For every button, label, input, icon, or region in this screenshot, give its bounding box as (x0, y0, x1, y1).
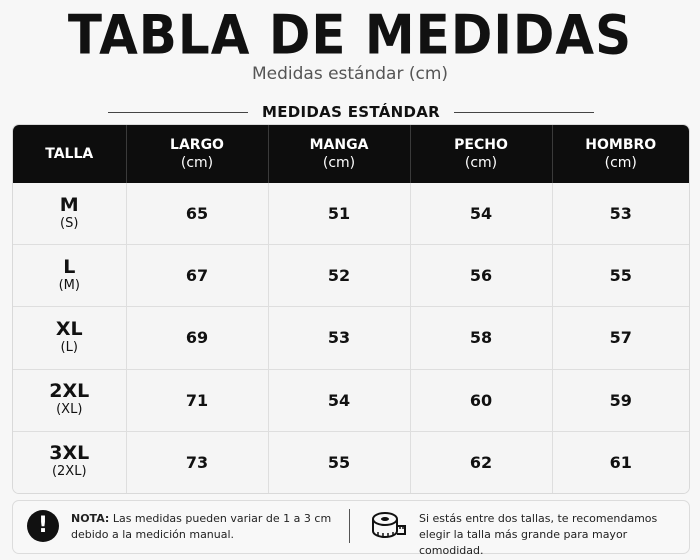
size-equivalent: (XL) (56, 402, 83, 418)
note-label: NOTA: (71, 512, 110, 525)
pecho-cell: 60 (410, 369, 552, 431)
column-unit: (cm) (180, 155, 214, 171)
largo-cell: 69 (126, 307, 268, 369)
pecho-cell: 54 (410, 183, 552, 245)
size-cell (13, 183, 126, 245)
size-cell (13, 245, 126, 307)
largo-cell: 73 (126, 431, 268, 493)
column-label: TALLA (45, 146, 94, 162)
size-table (12, 124, 690, 494)
size-cell (13, 307, 126, 369)
size-label: L (63, 255, 76, 278)
footer-divider (349, 509, 350, 543)
table-header-row (13, 125, 689, 183)
column-label: PECHO (454, 137, 508, 153)
largo-cell: 71 (126, 369, 268, 431)
size-label: 2XL (49, 380, 90, 403)
page-title: TABLA DE MEDIDAS (67, 4, 633, 67)
measuring-tape-icon (370, 510, 406, 542)
size-equivalent: (L) (60, 339, 78, 355)
column-header-pecho (410, 125, 552, 183)
pecho-cell: 62 (410, 431, 552, 493)
column-header-hombro (552, 125, 689, 183)
column-unit: (cm) (322, 155, 356, 171)
manga-cell: 54 (268, 369, 410, 431)
table-row (13, 431, 689, 493)
column-label: LARGO (170, 137, 224, 153)
manga-cell: 53 (268, 307, 410, 369)
size-equivalent: (2XL) (51, 464, 87, 480)
section-line-right (454, 112, 594, 113)
pecho-cell: 58 (410, 307, 552, 369)
hombro-cell: 59 (552, 369, 689, 431)
page-subtitle: Medidas estándar (cm) (251, 64, 449, 84)
note-text (71, 511, 341, 543)
largo-cell: 65 (126, 183, 268, 245)
largo-cell: 67 (126, 245, 268, 307)
table-row (13, 245, 689, 307)
hombro-cell: 53 (552, 183, 689, 245)
footer-notes (12, 500, 690, 557)
table-row (13, 183, 689, 245)
size-equivalent: (S) (60, 215, 79, 231)
column-header-talla (13, 125, 126, 183)
pecho-cell: 56 (410, 245, 552, 307)
column-label: HOMBRO (585, 137, 657, 153)
section-header (108, 102, 594, 122)
column-label: MANGA (309, 137, 369, 153)
size-label: 3XL (49, 442, 90, 465)
tip-text: Si estás entre dos tallas, te recomendamos elegir la talla más grande para mayor comodidad. (419, 512, 658, 557)
exclamation-icon: ! (27, 510, 59, 542)
size-cell (13, 369, 126, 431)
manga-cell: 55 (268, 431, 410, 493)
hombro-cell: 57 (552, 307, 689, 369)
table-row (13, 307, 689, 369)
size-equivalent: (M) (58, 277, 80, 293)
column-header-manga (268, 125, 410, 183)
table-row (13, 369, 689, 431)
note-body: Las medidas pueden variar de 1 a 3 cm debido a la medición manual. (71, 512, 332, 541)
column-unit: (cm) (604, 155, 637, 171)
section-label: MEDIDAS ESTÁNDAR (262, 103, 440, 121)
section-line-left (108, 112, 248, 113)
column-header-largo (126, 125, 268, 183)
manga-cell: 52 (268, 245, 410, 307)
manga-cell: 51 (268, 183, 410, 245)
size-label: XL (55, 317, 83, 340)
hombro-cell: 55 (552, 245, 689, 307)
size-label: M (59, 193, 79, 216)
column-unit: (cm) (464, 155, 498, 171)
size-cell (13, 431, 126, 493)
hombro-cell: 61 (552, 431, 689, 493)
